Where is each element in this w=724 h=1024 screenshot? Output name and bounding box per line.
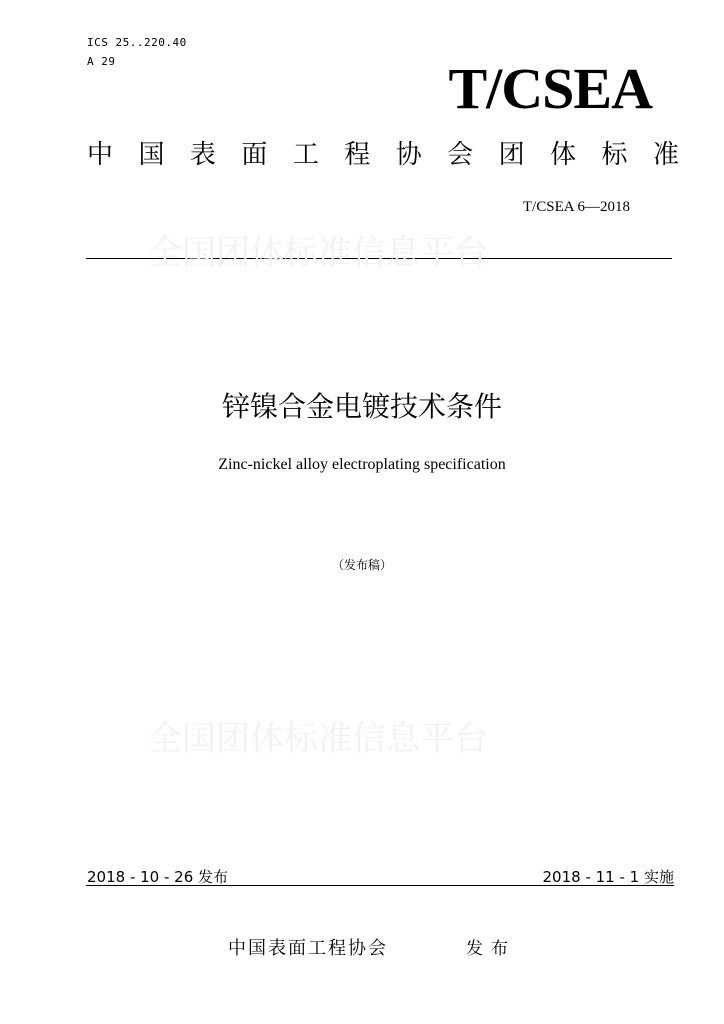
draft-note: （发布稿）	[331, 558, 392, 572]
org-char: 协	[395, 140, 422, 170]
org-char: 表	[189, 140, 216, 170]
org-char: 体	[550, 140, 577, 170]
standard-number: T/CSEA 6—2018	[522, 199, 630, 215]
org-char: 国	[138, 140, 165, 170]
publisher-organization: 中国表面工程协会	[228, 938, 388, 959]
title-chinese: 锌镍合金电镀技术条件	[221, 390, 502, 423]
implementation-date: 2018 - 11 - 1 实施	[542, 868, 674, 886]
footer-divider	[86, 885, 674, 886]
org-char: 会	[447, 140, 474, 170]
title-english: Zinc-nickel alloy electroplating specification	[218, 456, 506, 473]
watermark-bottom: 全国团体标准信息平台	[148, 719, 488, 759]
org-char: 工	[292, 140, 319, 170]
watermark-top: 全国团体标准信息平台	[148, 233, 488, 273]
organization-title	[87, 142, 679, 168]
release-date: 2018 - 10 - 26 发布	[87, 868, 229, 886]
org-char: 标	[601, 140, 628, 170]
org-char: 中	[87, 140, 114, 170]
standard-brand: T/CSEA	[448, 56, 652, 121]
org-char: 程	[344, 140, 371, 170]
publish-label: 发布	[466, 939, 516, 959]
ics-code: ICS 25..220.40	[87, 36, 187, 49]
ccs-code: A 29	[87, 55, 116, 68]
org-char: 团	[498, 140, 525, 170]
org-char: 面	[241, 140, 268, 170]
org-char: 准	[652, 140, 679, 170]
